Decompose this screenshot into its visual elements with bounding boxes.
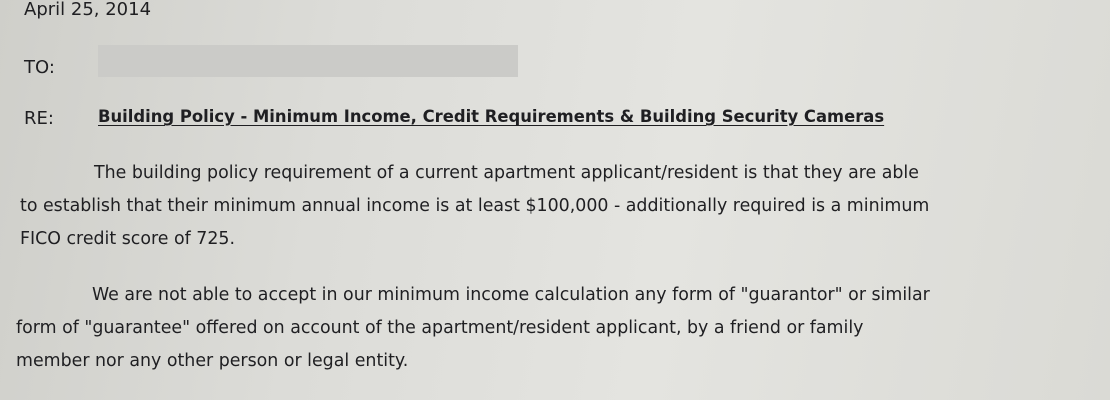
- paragraph-line: The building policy requirement of a current apartment applicant/resident is that they are able: [94, 163, 919, 183]
- re-label: RE:: [24, 108, 54, 129]
- paragraph-guarantor: [16, 279, 930, 378]
- paragraph-income-credit: [20, 157, 929, 256]
- paragraph-line: form of "guarantee" offered on account of the apartment/resident applicant, by a friend or family: [16, 318, 864, 338]
- paragraph-line: member nor any other person or legal entity.: [16, 351, 409, 371]
- letter-date: April 25, 2014: [24, 0, 152, 20]
- paragraph-line: FICO credit score of 725.: [20, 229, 236, 249]
- to-label: TO:: [24, 57, 55, 78]
- paragraph-line: to establish that their minimum annual income is at least $100,000 - additionally required is a minimum: [20, 196, 930, 216]
- redacted-recipient: [98, 45, 518, 77]
- paragraph-line: We are not able to accept in our minimum income calculation any form of "guarantor" or similar: [92, 285, 930, 305]
- subject-line: Building Policy - Minimum Income, Credit Requirements & Building Security Cameras: [98, 107, 885, 126]
